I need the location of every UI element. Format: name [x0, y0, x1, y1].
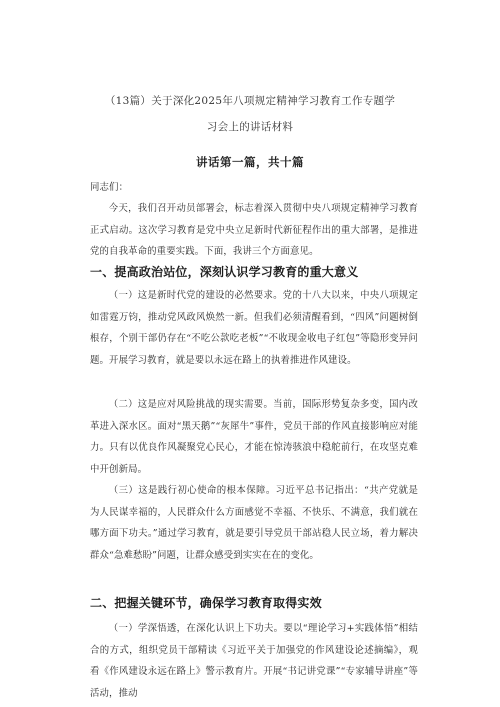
- document-title-line-1: （13篇）关于深化2025年八项规定精神学习教育工作专题学: [104, 95, 396, 107]
- section-1-paragraph-1: （一）这是新时代党的建设的必然要求。党的十八大以来，中央八项规定如雷霆万钧，推动党风政风焕然一新。但我们必须清醒看到，“四风”问题树倒根存，个别干部仍存在“不吃公款吃老板”“不收现金收电子红包”等隐形变异问题。开展学习教育，就是要以永远在路上的执着推进作风建设。: [90, 290, 418, 366]
- document-title-line-2: 习会上的讲话材料: [206, 121, 294, 133]
- section-1-paragraph-2: （二）这是应对风险挑战的现实需要。当前，国际形势复杂多变，国内改革进入深水区。面对“黑天鹅”“灰犀牛”事件，党员干部的作风直接影响应对能力。只有以优良作风凝聚党心民心，才能在惊涛骇浪中稳舵前行，在攻坚克难中开创新局。: [90, 399, 418, 475]
- section-2-heading: 二、把握关键环节，确保学习教育取得实效: [90, 596, 322, 610]
- section-2-paragraph-1: （一）学深悟透，在深化认识上下功夫。要以“理论学习+实践体悟”相结合的方式，组织党员干部精读《习近平关于加强党的作风建设论述摘编》，观看《作风建设永远在路上》警示教育片。开展“书记讲党课”“专家辅导讲座”等活动，推动: [90, 623, 418, 699]
- section-1-paragraph-3: （三）这是践行初心使命的根本保障。习近平总书记指出：“共产党就是为人民谋幸福的，人民群众什么方面感觉不幸福、不快乐、不满意，我们就在哪方面下功夫。”通过学习教育，就是要引导党员干部站稳人民立场，着力解决群众“急难愁盼”问题，让群众感受到实实在在的变化。: [90, 485, 418, 561]
- salutation: 同志们：: [90, 182, 129, 193]
- document-title: [60, 88, 440, 140]
- intro-paragraph: 今天，我们召开动员部署会，标志着深入贯彻中央八项规定精神学习教育正式启动。这次学习教育是党中央立足新时代新征程作出的重大部署，是推进党的自我革命的重要实践。下面，我讲三个方面意见。: [90, 203, 418, 258]
- section-1-heading: 一、提高政治站位，深刻认识学习教育的重大意义: [90, 265, 359, 279]
- speech-heading: 讲话第一篇，共十篇: [196, 155, 304, 169]
